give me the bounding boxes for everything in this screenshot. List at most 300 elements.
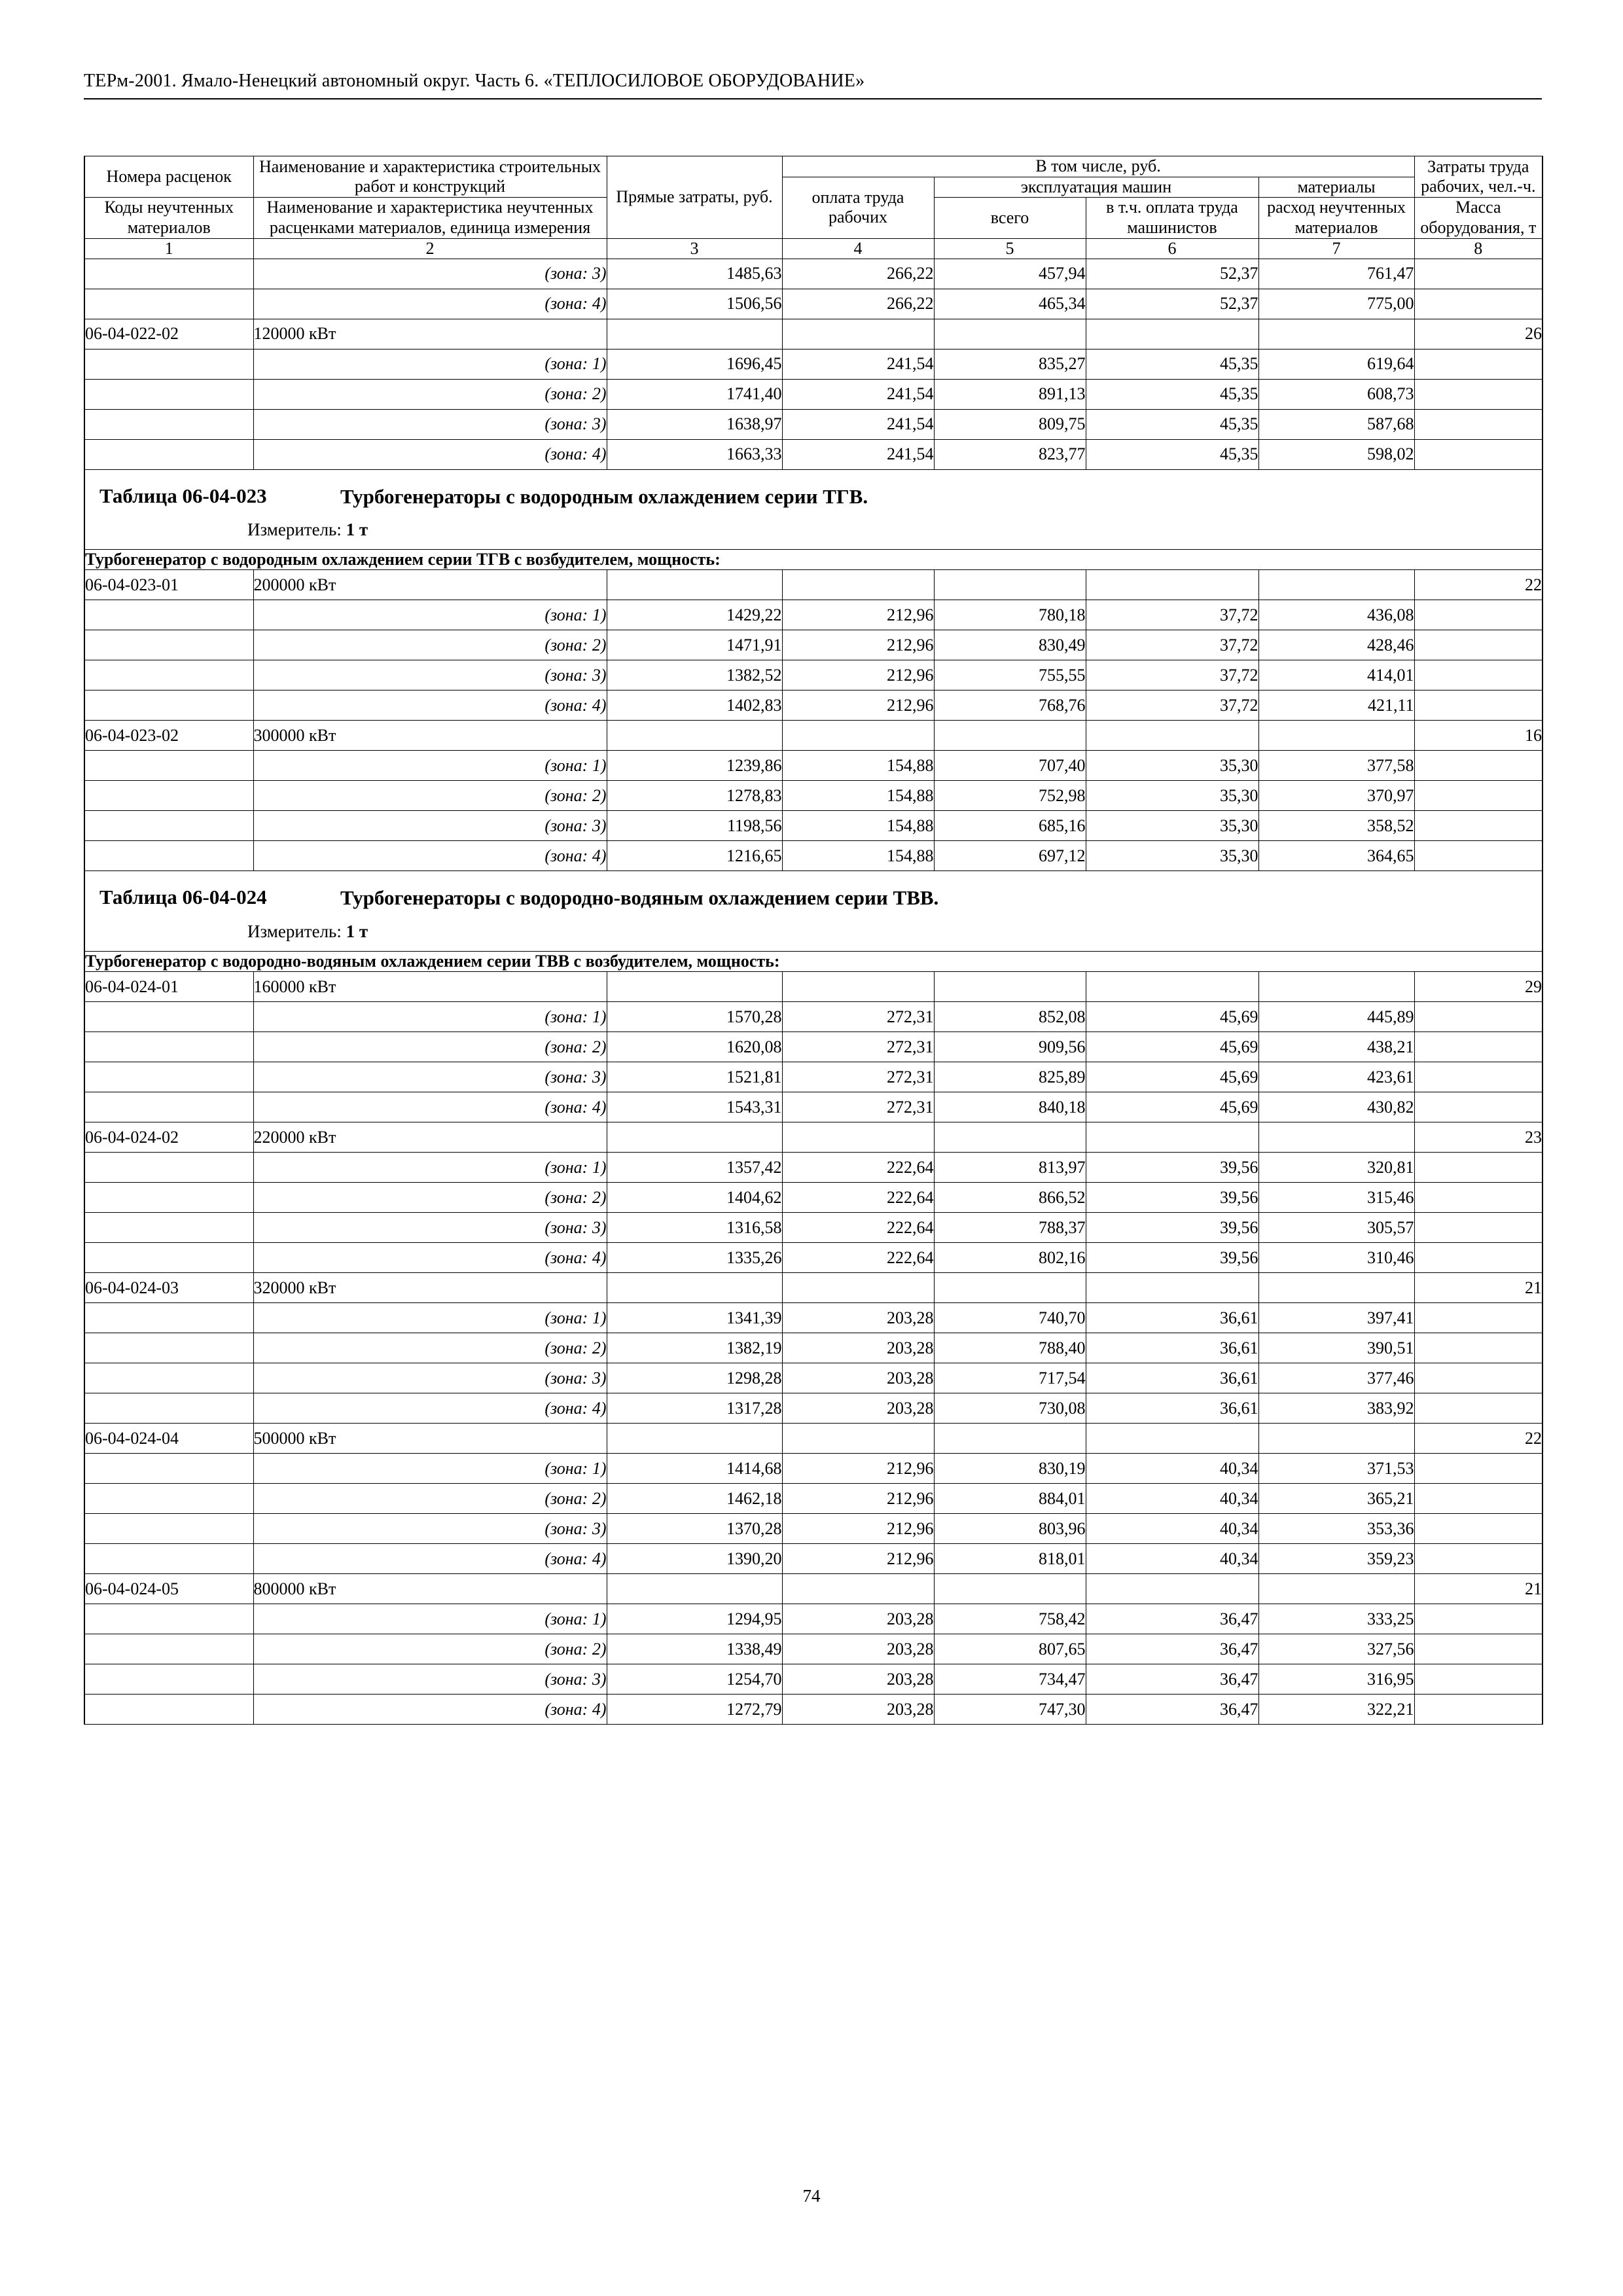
cell-code: [84, 1544, 253, 1574]
cell-code: [84, 1213, 253, 1243]
cell-worker-pay: 203,28: [782, 1695, 934, 1725]
cell-code: 06-04-024-02: [84, 1122, 253, 1153]
cell-direct: 1620,08: [607, 1032, 782, 1062]
col-number-3: 3: [607, 238, 782, 259]
cell-materials: 619,64: [1258, 349, 1414, 379]
th-direct-costs: Прямые затраты, руб.: [607, 156, 782, 239]
cell-code: [84, 630, 253, 660]
table-row-zone: [84, 1092, 1543, 1122]
cell-materials: 315,46: [1258, 1183, 1414, 1213]
cell-machines-total: 752,98: [934, 781, 1086, 811]
cell-item-name: 160000 кВт: [253, 972, 607, 1002]
cell-code: 06-04-023-01: [84, 570, 253, 600]
cell-machinist-pay: 45,35: [1086, 379, 1258, 409]
cell-mass: 16: [1414, 721, 1543, 751]
th-total: всего: [934, 198, 1086, 238]
cell-machinist-pay: 45,69: [1086, 1062, 1258, 1092]
table-row-zone: [84, 660, 1543, 691]
cell-machines-total: 685,16: [934, 811, 1086, 841]
cell-mass: [1414, 349, 1543, 379]
cell-direct: 1338,49: [607, 1634, 782, 1664]
cell-machines-total: 909,56: [934, 1032, 1086, 1062]
cell-machines-total: 740,70: [934, 1303, 1086, 1333]
th-materials: материалы: [1258, 177, 1414, 198]
cell-materials: 371,53: [1258, 1454, 1414, 1484]
table-023-label: Таблица 06-04-023: [99, 484, 267, 507]
cell-code: [84, 600, 253, 630]
cell-materials: 364,65: [1258, 841, 1414, 871]
table-row-zone: [84, 600, 1543, 630]
cell-zone: (зона: 3): [253, 1213, 607, 1243]
cell-mass: [1414, 1153, 1543, 1183]
cell-materials: 445,89: [1258, 1002, 1414, 1032]
cell-direct: 1543,31: [607, 1092, 782, 1122]
cell-code: [84, 1183, 253, 1213]
cell-code: [84, 751, 253, 781]
cell-zone: (зона: 3): [253, 660, 607, 691]
cell-machines-total: [934, 1122, 1086, 1153]
table-row-item-head: [84, 319, 1543, 349]
table-row-zone: [84, 1153, 1543, 1183]
cell-worker-pay: 154,88: [782, 781, 934, 811]
cell-direct: 1741,40: [607, 379, 782, 409]
cell-materials: 310,46: [1258, 1243, 1414, 1273]
cell-worker-pay: 212,96: [782, 1514, 934, 1544]
cell-code: 06-04-024-05: [84, 1574, 253, 1604]
table-row-zone: [84, 1243, 1543, 1273]
table-row-zone: [84, 751, 1543, 781]
cell-mass: [1414, 1634, 1543, 1664]
cell-code: 06-04-023-02: [84, 721, 253, 751]
cell-code: 06-04-024-03: [84, 1273, 253, 1303]
cell-zone: (зона: 1): [253, 751, 607, 781]
col-number-7: 7: [1258, 238, 1414, 259]
cell-worker-pay: 212,96: [782, 1454, 934, 1484]
measure-line: Измеритель: 1 т: [247, 520, 368, 540]
cell-code: [84, 1664, 253, 1695]
cell-machinist-pay: 37,72: [1086, 630, 1258, 660]
cell-direct: 1485,63: [607, 259, 782, 289]
cell-machines-total: [934, 721, 1086, 751]
cell-mass: [1414, 1484, 1543, 1514]
cell-mass: [1414, 751, 1543, 781]
cell-direct: [607, 1122, 782, 1153]
col-number-5: 5: [934, 238, 1086, 259]
table-row-zone: [84, 1634, 1543, 1664]
cell-mass: [1414, 1664, 1543, 1695]
cell-worker-pay: 241,54: [782, 349, 934, 379]
cell-machinist-pay: 45,69: [1086, 1032, 1258, 1062]
cell-zone: (зона: 2): [253, 1634, 607, 1664]
cell-code: [84, 781, 253, 811]
table-row-zone: [84, 1514, 1543, 1544]
cell-worker-pay: 203,28: [782, 1604, 934, 1634]
cell-worker-pay: 272,31: [782, 1032, 934, 1062]
cell-direct: 1335,26: [607, 1243, 782, 1273]
cell-materials: 414,01: [1258, 660, 1414, 691]
cell-machines-total: 734,47: [934, 1664, 1086, 1695]
cell-worker-pay: 203,28: [782, 1664, 934, 1695]
cell-machines-total: 891,13: [934, 379, 1086, 409]
cell-worker-pay: 154,88: [782, 811, 934, 841]
cell-zone: (зона: 1): [253, 349, 607, 379]
cell-machines-total: 697,12: [934, 841, 1086, 871]
cell-item-name: 320000 кВт: [253, 1273, 607, 1303]
cell-machines-total: 830,19: [934, 1454, 1086, 1484]
cell-zone: (зона: 4): [253, 691, 607, 721]
cell-machinist-pay: 52,37: [1086, 289, 1258, 319]
cell-direct: 1638,97: [607, 409, 782, 439]
cell-code: [84, 379, 253, 409]
section-title-row: [84, 871, 1543, 952]
cell-machines-total: 830,49: [934, 630, 1086, 660]
cell-direct: 1402,83: [607, 691, 782, 721]
cell-machinist-pay: 37,72: [1086, 600, 1258, 630]
section-subhead-row: [84, 550, 1543, 570]
th-codes-unaccounted: Коды неучтенных материалов: [84, 198, 253, 238]
cell-code: [84, 349, 253, 379]
cell-materials: [1258, 1273, 1414, 1303]
cell-code: [84, 409, 253, 439]
cell-machinist-pay: 35,30: [1086, 751, 1258, 781]
col-number-2: 2: [253, 238, 607, 259]
cell-machines-total: 852,08: [934, 1002, 1086, 1032]
table-row-zone: [84, 1333, 1543, 1363]
cell-worker-pay: 212,96: [782, 691, 934, 721]
cell-mass: [1414, 1183, 1543, 1213]
cell-machines-total: 707,40: [934, 751, 1086, 781]
cell-machines-total: [934, 1574, 1086, 1604]
cell-direct: 1341,39: [607, 1303, 782, 1333]
cell-code: [84, 1062, 253, 1092]
cell-code: 06-04-024-04: [84, 1424, 253, 1454]
cell-zone: (зона: 4): [253, 439, 607, 469]
table-row-item-head: [84, 1574, 1543, 1604]
cell-machinist-pay: 36,47: [1086, 1664, 1258, 1695]
cell-zone: (зона: 2): [253, 781, 607, 811]
cell-mass: 21: [1414, 1273, 1543, 1303]
cell-machinist-pay: 37,72: [1086, 660, 1258, 691]
cell-item-name: 300000 кВт: [253, 721, 607, 751]
th-machinist-pay: в т.ч. оплата труда машинистов: [1086, 198, 1258, 238]
cell-mass: [1414, 1333, 1543, 1363]
th-worker-pay: оплата труда рабочих: [782, 177, 934, 238]
cell-item-name: 120000 кВт: [253, 319, 607, 349]
table-row-zone: [84, 1664, 1543, 1695]
table-row-zone: [84, 1695, 1543, 1725]
cell-zone: (зона: 2): [253, 1484, 607, 1514]
cell-worker-pay: 212,96: [782, 660, 934, 691]
cell-zone: (зона: 1): [253, 1002, 607, 1032]
cell-materials: 320,81: [1258, 1153, 1414, 1183]
cell-worker-pay: 272,31: [782, 1092, 934, 1122]
cell-code: [84, 691, 253, 721]
cell-machines-total: 809,75: [934, 409, 1086, 439]
cell-direct: 1198,56: [607, 811, 782, 841]
cell-zone: (зона: 2): [253, 1333, 607, 1363]
cell-worker-pay: [782, 570, 934, 600]
table-row-zone: [84, 691, 1543, 721]
cell-materials: 428,46: [1258, 630, 1414, 660]
cell-machinist-pay: 39,56: [1086, 1243, 1258, 1273]
cell-machinist-pay: [1086, 1574, 1258, 1604]
cell-zone: (зона: 3): [253, 1514, 607, 1544]
cell-direct: 1316,58: [607, 1213, 782, 1243]
cell-zone: (зона: 4): [253, 1243, 607, 1273]
cell-worker-pay: 222,64: [782, 1153, 934, 1183]
cell-materials: 423,61: [1258, 1062, 1414, 1092]
cell-direct: [607, 570, 782, 600]
cell-code: [84, 841, 253, 871]
th-name-unaccounted: Наименование и характеристика неучтенных расценками материалов, единица измерения: [253, 198, 607, 238]
header-title: ТЕРм-2001. Ямало-Ненецкий автономный округ. Часть 6. «ТЕПЛОСИЛОВОЕ ОБОРУДОВАНИЕ»: [84, 71, 865, 91]
table-row-item-head: [84, 570, 1543, 600]
table-row-zone: [84, 1303, 1543, 1333]
cell-direct: 1357,42: [607, 1153, 782, 1183]
cell-machinist-pay: 45,69: [1086, 1002, 1258, 1032]
cell-direct: 1414,68: [607, 1454, 782, 1484]
table-row-zone: [84, 1363, 1543, 1393]
cell-item-name: 500000 кВт: [253, 1424, 607, 1454]
cell-machinist-pay: 36,47: [1086, 1604, 1258, 1634]
cell-direct: 1298,28: [607, 1363, 782, 1393]
cell-mass: [1414, 660, 1543, 691]
cell-machinist-pay: 39,56: [1086, 1153, 1258, 1183]
cell-machinist-pay: 45,35: [1086, 409, 1258, 439]
table-row-item-head: [84, 1122, 1543, 1153]
cell-direct: 1278,83: [607, 781, 782, 811]
cell-zone: (зона: 3): [253, 811, 607, 841]
cell-materials: 370,97: [1258, 781, 1414, 811]
cell-machinist-pay: 36,47: [1086, 1695, 1258, 1725]
cell-worker-pay: 154,88: [782, 841, 934, 871]
cell-worker-pay: [782, 1273, 934, 1303]
cell-machinist-pay: 52,37: [1086, 259, 1258, 289]
cell-zone: (зона: 2): [253, 379, 607, 409]
cell-materials: 436,08: [1258, 600, 1414, 630]
table-row-zone: [84, 1393, 1543, 1424]
cell-mass: [1414, 1032, 1543, 1062]
col-number-4: 4: [782, 238, 934, 259]
cell-materials: 430,82: [1258, 1092, 1414, 1122]
cell-code: [84, 1454, 253, 1484]
cell-worker-pay: 203,28: [782, 1303, 934, 1333]
th-codes: Номера расценок: [84, 156, 253, 198]
cell-code: [84, 1032, 253, 1062]
cell-code: [84, 1695, 253, 1725]
cell-machines-total: 788,37: [934, 1213, 1086, 1243]
cell-materials: 608,73: [1258, 379, 1414, 409]
cell-worker-pay: 212,96: [782, 1484, 934, 1514]
cell-zone: (зона: 4): [253, 289, 607, 319]
cell-materials: 322,21: [1258, 1695, 1414, 1725]
cell-machinist-pay: 40,34: [1086, 1484, 1258, 1514]
cell-materials: 365,21: [1258, 1484, 1414, 1514]
cell-direct: 1317,28: [607, 1393, 782, 1424]
cell-code: [84, 1634, 253, 1664]
cell-machinist-pay: 40,34: [1086, 1514, 1258, 1544]
cell-worker-pay: 241,54: [782, 379, 934, 409]
cell-materials: 421,11: [1258, 691, 1414, 721]
cell-mass: [1414, 409, 1543, 439]
section-title-text: Турбогенераторы с водородно-водяным охлаждением серии ТВВ.: [340, 886, 939, 910]
cell-machines-total: 823,77: [934, 439, 1086, 469]
cell-direct: 1382,52: [607, 660, 782, 691]
cell-machinist-pay: [1086, 570, 1258, 600]
cell-code: 06-04-024-01: [84, 972, 253, 1002]
cell-direct: 1521,81: [607, 1062, 782, 1092]
cell-machinist-pay: [1086, 1122, 1258, 1153]
section-subhead: Турбогенератор с водородно-водяным охлаждением серии ТВВ с возбудителем, мощность:: [84, 952, 1543, 972]
cell-mass: [1414, 600, 1543, 630]
cell-zone: (зона: 1): [253, 1604, 607, 1634]
cell-machinist-pay: 36,61: [1086, 1333, 1258, 1363]
section-title-text: Турбогенераторы с водородным охлаждением серии ТГВ.: [340, 484, 868, 508]
table-row-zone: [84, 409, 1543, 439]
th-group-including: В том числе, руб.: [782, 156, 1414, 177]
cell-machinist-pay: [1086, 1424, 1258, 1454]
cell-mass: [1414, 1363, 1543, 1393]
table-024-label: Таблица 06-04-024: [99, 886, 267, 909]
cell-mass: [1414, 289, 1543, 319]
cell-machines-total: 803,96: [934, 1514, 1086, 1544]
measure-line: Измеритель: 1 т: [247, 922, 368, 942]
table-row-zone: [84, 1213, 1543, 1243]
table-row-zone: [84, 811, 1543, 841]
cell-machinist-pay: 36,47: [1086, 1634, 1258, 1664]
cell-mass: [1414, 1213, 1543, 1243]
cell-mass: [1414, 1393, 1543, 1424]
cell-mass: [1414, 1544, 1543, 1574]
cell-direct: 1390,20: [607, 1544, 782, 1574]
cell-materials: 359,23: [1258, 1544, 1414, 1574]
cell-mass: 26: [1414, 319, 1543, 349]
cell-machinist-pay: 35,30: [1086, 811, 1258, 841]
cell-mass: [1414, 439, 1543, 469]
cell-direct: [607, 972, 782, 1002]
col-number-8: 8: [1414, 238, 1543, 259]
table-row-zone: [84, 379, 1543, 409]
cell-mass: [1414, 691, 1543, 721]
cell-direct: 1294,95: [607, 1604, 782, 1634]
cell-machinist-pay: 39,56: [1086, 1183, 1258, 1213]
col-number-1: 1: [84, 238, 253, 259]
cell-code: [84, 811, 253, 841]
cell-materials: 775,00: [1258, 289, 1414, 319]
cell-materials: 397,41: [1258, 1303, 1414, 1333]
cell-machines-total: 755,55: [934, 660, 1086, 691]
cell-materials: 761,47: [1258, 259, 1414, 289]
cell-machines-total: 813,97: [934, 1153, 1086, 1183]
table-row-item-head: [84, 721, 1543, 751]
cell-machines-total: 825,89: [934, 1062, 1086, 1092]
cell-direct: 1239,86: [607, 751, 782, 781]
cell-direct: 1216,65: [607, 841, 782, 871]
cell-machines-total: 457,94: [934, 259, 1086, 289]
cell-machinist-pay: 40,34: [1086, 1454, 1258, 1484]
table-row-zone: [84, 1484, 1543, 1514]
cell-materials: 598,02: [1258, 439, 1414, 469]
cell-code: [84, 1484, 253, 1514]
section-title-row: [84, 469, 1543, 550]
cell-direct: 1471,91: [607, 630, 782, 660]
cell-code: [84, 1363, 253, 1393]
th-labor: Затраты труда рабочих, чел.-ч.: [1414, 156, 1543, 198]
cell-code: [84, 259, 253, 289]
cell-materials: 305,57: [1258, 1213, 1414, 1243]
cell-materials: 390,51: [1258, 1333, 1414, 1363]
cell-direct: [607, 1424, 782, 1454]
table-row-zone: [84, 1604, 1543, 1634]
cell-machines-total: 802,16: [934, 1243, 1086, 1273]
cell-direct: 1506,56: [607, 289, 782, 319]
table-row-item-head: [84, 1424, 1543, 1454]
table-row-zone: [84, 1454, 1543, 1484]
cell-worker-pay: 154,88: [782, 751, 934, 781]
th-material-consumption: расход неучтенных материалов: [1258, 198, 1414, 238]
cell-materials: [1258, 721, 1414, 751]
cell-zone: (зона: 3): [253, 409, 607, 439]
cell-zone: (зона: 2): [253, 630, 607, 660]
cell-mass: 22: [1414, 1424, 1543, 1454]
cell-zone: (зона: 2): [253, 1183, 607, 1213]
th-name: Наименование и характеристика строительных работ и конструкций: [253, 156, 607, 198]
cell-worker-pay: 212,96: [782, 600, 934, 630]
cell-materials: 316,95: [1258, 1664, 1414, 1695]
cell-machines-total: 835,27: [934, 349, 1086, 379]
cell-mass: [1414, 1454, 1543, 1484]
cell-code: [84, 439, 253, 469]
cell-code: [84, 1514, 253, 1544]
cell-mass: [1414, 1303, 1543, 1333]
th-machines: эксплуатация машин: [934, 177, 1258, 198]
cell-machinist-pay: [1086, 721, 1258, 751]
header-divider: [84, 98, 1542, 99]
cell-machinist-pay: 45,35: [1086, 439, 1258, 469]
cell-materials: 377,58: [1258, 751, 1414, 781]
cell-machinist-pay: 36,61: [1086, 1393, 1258, 1424]
cell-materials: [1258, 1424, 1414, 1454]
cell-zone: (зона: 1): [253, 1303, 607, 1333]
section-title-cell: [84, 871, 1543, 952]
cell-direct: 1570,28: [607, 1002, 782, 1032]
cell-machines-total: [934, 1273, 1086, 1303]
cell-worker-pay: 203,28: [782, 1333, 934, 1363]
cell-machines-total: 717,54: [934, 1363, 1086, 1393]
section-title-cell: [84, 469, 1543, 550]
cell-zone: (зона: 4): [253, 1544, 607, 1574]
section-subhead-row: [84, 952, 1543, 972]
cell-code: [84, 1303, 253, 1333]
cell-item-name: 200000 кВт: [253, 570, 607, 600]
table-row-zone-continued: [84, 259, 1543, 289]
cell-worker-pay: 241,54: [782, 409, 934, 439]
cell-code: 06-04-022-02: [84, 319, 253, 349]
cell-worker-pay: [782, 1574, 934, 1604]
cell-materials: 353,36: [1258, 1514, 1414, 1544]
price-table: [84, 156, 1543, 1725]
cell-materials: 327,56: [1258, 1634, 1414, 1664]
cell-direct: 1663,33: [607, 439, 782, 469]
table-row-zone: [84, 1183, 1543, 1213]
cell-mass: [1414, 630, 1543, 660]
cell-direct: [607, 721, 782, 751]
cell-worker-pay: 222,64: [782, 1243, 934, 1273]
cell-materials: 358,52: [1258, 811, 1414, 841]
cell-materials: [1258, 319, 1414, 349]
cell-direct: 1272,79: [607, 1695, 782, 1725]
cell-mass: [1414, 811, 1543, 841]
